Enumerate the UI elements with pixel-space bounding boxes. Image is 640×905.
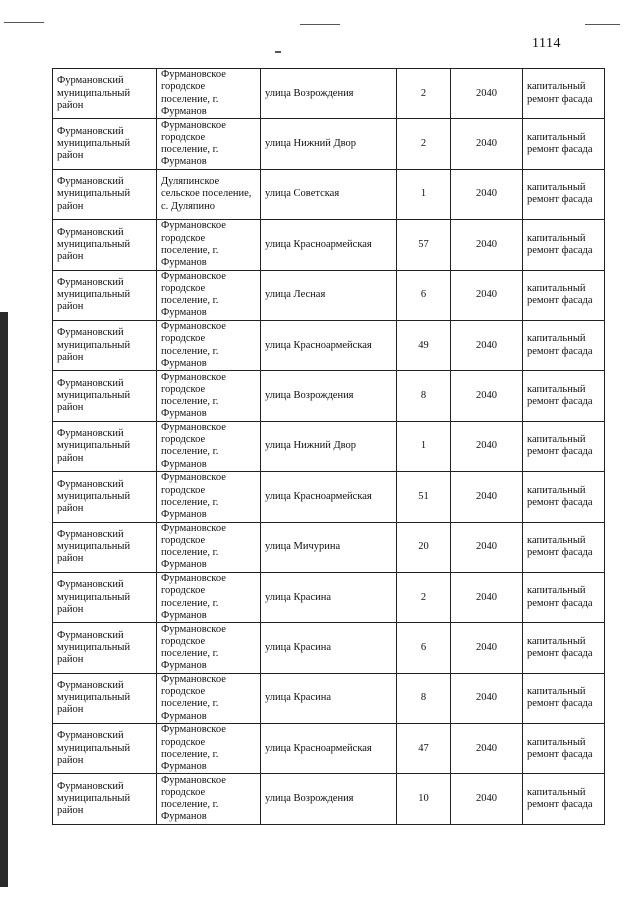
district-cell: Фурмановский муниципальный район (53, 623, 157, 673)
scan-artifact-mark (275, 51, 281, 53)
street-cell: улица Нижний Двор (261, 421, 397, 471)
house-number-cell: 47 (397, 724, 451, 774)
district-cell: Фурмановский муниципальный район (53, 673, 157, 723)
table-row (53, 522, 605, 572)
scan-artifact-top-left (4, 22, 44, 23)
district-cell: Фурмановский муниципальный район (53, 724, 157, 774)
table-body (53, 69, 605, 825)
settlement-cell: Фурмановское городское поселение, г. Фурманов (157, 270, 261, 320)
year-cell: 2040 (451, 572, 523, 622)
house-number-cell: 1 (397, 169, 451, 219)
settlement-cell: Фурмановское городское поселение, г. Фурманов (157, 522, 261, 572)
year-cell: 2040 (451, 421, 523, 471)
table-row (53, 270, 605, 320)
table-row (53, 623, 605, 673)
house-number-cell: 57 (397, 220, 451, 270)
scan-artifact-top-mid (300, 24, 340, 25)
district-cell: Фурмановский муниципальный район (53, 270, 157, 320)
district-cell: Фурмановский муниципальный район (53, 169, 157, 219)
work-type-cell: капитальный ремонт фасада (523, 69, 605, 119)
year-cell: 2040 (451, 724, 523, 774)
district-cell: Фурмановский муниципальный район (53, 371, 157, 421)
settlement-cell: Фурмановское городское поселение, г. Фурманов (157, 320, 261, 370)
work-type-cell: капитальный ремонт фасада (523, 320, 605, 370)
page-number: 1114 (532, 36, 561, 51)
street-cell: улица Возрождения (261, 371, 397, 421)
work-type-cell: капитальный ремонт фасада (523, 421, 605, 471)
work-type-cell: капитальный ремонт фасада (523, 371, 605, 421)
year-cell: 2040 (451, 320, 523, 370)
year-cell: 2040 (451, 169, 523, 219)
district-cell: Фурмановский муниципальный район (53, 320, 157, 370)
work-type-cell: капитальный ремонт фасада (523, 774, 605, 824)
settlement-cell: Фурмановское городское поселение, г. Фурманов (157, 421, 261, 471)
street-cell: улица Мичурина (261, 522, 397, 572)
street-cell: улица Лесная (261, 270, 397, 320)
table-row (53, 220, 605, 270)
district-cell: Фурмановский муниципальный район (53, 119, 157, 169)
work-type-cell: капитальный ремонт фасада (523, 270, 605, 320)
table-row (53, 774, 605, 824)
settlement-cell: Фурмановское городское поселение, г. Фурманов (157, 220, 261, 270)
work-type-cell: капитальный ремонт фасада (523, 522, 605, 572)
street-cell: улица Красноармейская (261, 220, 397, 270)
year-cell: 2040 (451, 270, 523, 320)
house-number-cell: 20 (397, 522, 451, 572)
settlement-cell: Фурмановское городское поселение, г. Фурманов (157, 673, 261, 723)
settlement-cell: Фурмановское городское поселение, г. Фурманов (157, 724, 261, 774)
year-cell: 2040 (451, 774, 523, 824)
street-cell: улица Возрождения (261, 69, 397, 119)
house-number-cell: 49 (397, 320, 451, 370)
year-cell: 2040 (451, 119, 523, 169)
scan-artifact-top-right (585, 24, 620, 25)
table-row (53, 472, 605, 522)
district-cell: Фурмановский муниципальный район (53, 472, 157, 522)
street-cell: улица Красноармейская (261, 320, 397, 370)
district-cell: Фурмановский муниципальный район (53, 774, 157, 824)
house-number-cell: 6 (397, 270, 451, 320)
street-cell: улица Нижний Двор (261, 119, 397, 169)
work-type-cell: капитальный ремонт фасада (523, 724, 605, 774)
work-type-cell: капитальный ремонт фасада (523, 472, 605, 522)
house-number-cell: 8 (397, 371, 451, 421)
street-cell: улица Советская (261, 169, 397, 219)
house-number-cell: 2 (397, 119, 451, 169)
settlement-cell: Фурмановское городское поселение, г. Фурманов (157, 371, 261, 421)
table-row (53, 169, 605, 219)
work-type-cell: капитальный ремонт фасада (523, 572, 605, 622)
district-cell: Фурмановский муниципальный район (53, 572, 157, 622)
street-cell: улица Красноармейская (261, 724, 397, 774)
work-type-cell: капитальный ремонт фасада (523, 169, 605, 219)
district-cell: Фурмановский муниципальный район (53, 421, 157, 471)
settlement-cell: Фурмановское городское поселение, г. Фурманов (157, 69, 261, 119)
table-row (53, 119, 605, 169)
house-number-cell: 10 (397, 774, 451, 824)
year-cell: 2040 (451, 69, 523, 119)
settlement-cell: Фурмановское городское поселение, г. Фурманов (157, 774, 261, 824)
settlement-cell: Фурмановское городское поселение, г. Фурманов (157, 472, 261, 522)
facade-repair-table (52, 68, 605, 825)
scan-edge-bar (0, 312, 8, 887)
district-cell: Фурмановский муниципальный район (53, 522, 157, 572)
table-row (53, 371, 605, 421)
house-number-cell: 2 (397, 572, 451, 622)
street-cell: улица Красина (261, 673, 397, 723)
street-cell: улица Красина (261, 572, 397, 622)
year-cell: 2040 (451, 673, 523, 723)
work-type-cell: капитальный ремонт фасада (523, 673, 605, 723)
table-row (53, 421, 605, 471)
year-cell: 2040 (451, 371, 523, 421)
settlement-cell: Дуляпинское сельское поселение, с. Дуляпино (157, 169, 261, 219)
work-type-cell: капитальный ремонт фасада (523, 220, 605, 270)
street-cell: улица Красина (261, 623, 397, 673)
settlement-cell: Фурмановское городское поселение, г. Фурманов (157, 119, 261, 169)
year-cell: 2040 (451, 522, 523, 572)
street-cell: улица Возрождения (261, 774, 397, 824)
work-type-cell: капитальный ремонт фасада (523, 119, 605, 169)
district-cell: Фурмановский муниципальный район (53, 69, 157, 119)
work-type-cell: капитальный ремонт фасада (523, 623, 605, 673)
house-number-cell: 6 (397, 623, 451, 673)
table-row (53, 69, 605, 119)
house-number-cell: 2 (397, 69, 451, 119)
street-cell: улица Красноармейская (261, 472, 397, 522)
year-cell: 2040 (451, 472, 523, 522)
settlement-cell: Фурмановское городское поселение, г. Фурманов (157, 572, 261, 622)
table-row (53, 724, 605, 774)
year-cell: 2040 (451, 220, 523, 270)
year-cell: 2040 (451, 623, 523, 673)
house-number-cell: 51 (397, 472, 451, 522)
table-row (53, 320, 605, 370)
table-row (53, 572, 605, 622)
settlement-cell: Фурмановское городское поселение, г. Фурманов (157, 623, 261, 673)
house-number-cell: 1 (397, 421, 451, 471)
district-cell: Фурмановский муниципальный район (53, 220, 157, 270)
table-row (53, 673, 605, 723)
house-number-cell: 8 (397, 673, 451, 723)
